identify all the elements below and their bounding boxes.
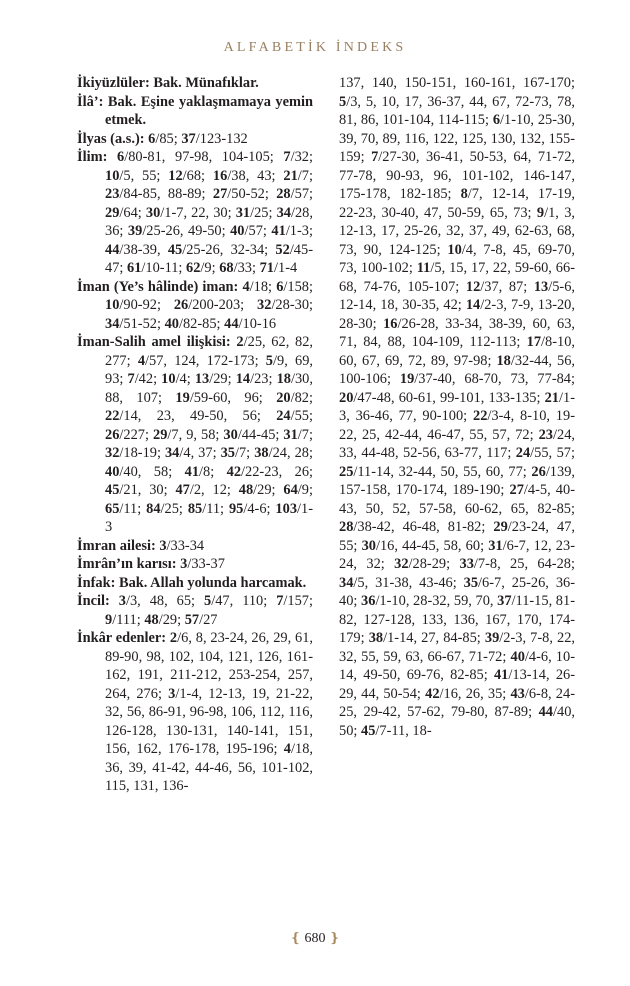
ornament-right-icon: ❵ (329, 930, 340, 945)
index-entry: İmrân’ın karısı: 3/33-37 (77, 556, 225, 572)
index-entry: İman-Salih amel ilişkisi: 2/25, 62, 82, 277; 4/57, 124, 172-173; 5/9, 69, 93; 7/42; 10/4; 13/29; 14/23; 18/30, 88, 107; 19/59-60, 96; 20/82; 22/14, 23, 49-50, 56; 24/55; 26/227; 29/7, 9, 58; 30/44-45; 31/7; 32/18-19; 34/4, 37; 35/7; 38/24, 28; 40/40, 58; 41/8; 42/22-23, 26; 45/21, 30; 47/2, 12; 48/29; 64/9; 65/11; 84/25; 85/11; 95/4-6; 103/1-3 (77, 334, 314, 535)
index-entry: İncil: 3/3, 48, 65; 5/47, 110; 7/157; 9/111; 48/29; 57/27 (77, 593, 314, 628)
page-number-text: 680 (304, 931, 326, 946)
index-entry: İlâ’: Bak. Eşine yaklaşmamaya yemin etmek. (77, 93, 313, 128)
index-entry-continuation: 137, 140, 150-151, 160-161, 167-170; 5/3, 5, 10, 17, 36-37, 44, 67, 72-73, 78, 81, 86, 101-104, 114-115; 6/1-10, 25-30, 39, 70, 89, 116, 122, 125, 130, 132, 155-159; 7/27-30, 36-41, 50-53, 64, 71-72, 77-78, 90-93, 96, 101-102, 146-147, 175-178, 182-185; 8/7, 12-14, 17-19, 22-23, 30-40, 47, 50-59, 65, 73; 9/1, 3, 12-13, 17, 25-26, 32, 37, 49, 62-63, 68, 73, 90, 124-125; 10/4, 7-8, 45, 69-70, 73, 100-102; 11/5, 15, 17, 22, 59-60, 66-68, 74-76, 105-107; 12/37, 87; 13/5-6, 12-14, 18, 30-35, 42; 14/2-3, 7-9, 13-20, 28-30; 16/26-28, 33-34, 38-39, 60, 63, 71, 84, 88, 104-109, 112-113; 17/8-10, 60, 67, 69, 72, 89, 97-98; 18/32-44, 56, 100-106; 19/37-40, 68-70, 73, 77-84; 20/47-48, 60-61, 99-101, 133-135; 21/1-3, 36-46, 77, 90-100; 22/3-4, 8-10, 19-22, 25, 42-44, 46-47, 55, 57, 72; 23/24, 33, 44-48, 52-56, 63-77, 117; 24/55, 57; 25/11-14, 32-44, 50, 55, 60, 77; 26/139, 157-158, 170-174, 189-190; 27/4-5, 40-43, 50, 52, 57-58, 60-62, 65, 82-85; 28/38-42, 46-48, 81-82; 29/23-24, 47, 55; 30/16, 44-45, 58, 60; 31/6-7, 12, 23-24, 32; 32/28-29; 33/7-8, 25, 64-28; 34/5, 31-38, 43-46; 35/6-7, 25-26, 36-40; 36/1-10, 28-32, 59, 70, 37/11-15, 81-82, 127-128, 133, 136, 167, 170, 174-179; 38/1-14, 27, 84-85; 39/2-3, 7-8, 22, 32, 55, 59, 63, 66-67, 71-72; 40/4-6, 10-14, 49-50, 69-76, 82-85; 41/13-14, 26-29, 44, 50-54; 42/16, 26, 35; 43/6-8, 24-25, 29-42, 57-62, 79-80, 87-89; 44/40, 50; 45/7-11, 18- (339, 75, 576, 739)
index-entry: İnkâr edenler: 2/6, 8, 23-24, 26, 29, 61, 89-90, 98, 102, 104, 121, 126, 161-162, 191, 211-212, 253-254, 257, 264, 276; 3/1-4, 12-13, 19, 21-22, 32, 56, 86-91, 96-98, 106, 112, 116, 126-128, 130-131, 140-141, 151, 156, 162, 176-178, 195-196; 4/18, 36, 39, 41-42, 44-46, 56, 101-102, 115, 131, 136- (77, 630, 313, 794)
index-entry: İlim: 6/80-81, 97-98, 104-105; 7/32; 10/5, 55; 12/68; 16/38, 43; 21/7; 23/84-85, 88-89; 27/50-52; 28/57; 29/64; 30/1-7, 22, 30; 31/25; 34/28, 36; 39/25-26, 49-50; 40/57; 41/1-3; 44/38-39, 45/25-26, 32-34; 52/45-47; 61/10-11; 62/9; 68/33; 71/1-4 (77, 149, 314, 276)
running-head: ALFABETİK İNDEKS (223, 40, 407, 55)
index-entry: İmran ailesi: 3/33-34 (77, 537, 205, 554)
index-entry: İnfak: Bak. Allah yolunda harcamak. (77, 574, 307, 591)
ornament-left-icon: ❴ (290, 930, 301, 945)
page-number (0, 930, 630, 947)
index-column-left (77, 74, 313, 796)
index-entry: İman (Ye’s hâlinde) iman: 4/18; 6/158; 10/90-92; 26/200-203; 32/28-30; 34/51-52; 40/82-85; 44/10-16 (77, 278, 314, 332)
index-entry: İkiyüzlüler: Bak. Münafıklar. (77, 75, 259, 91)
index-column-right (339, 74, 575, 740)
index-entry: İlyas (a.s.): 6/85; 37/123-132 (77, 130, 248, 147)
